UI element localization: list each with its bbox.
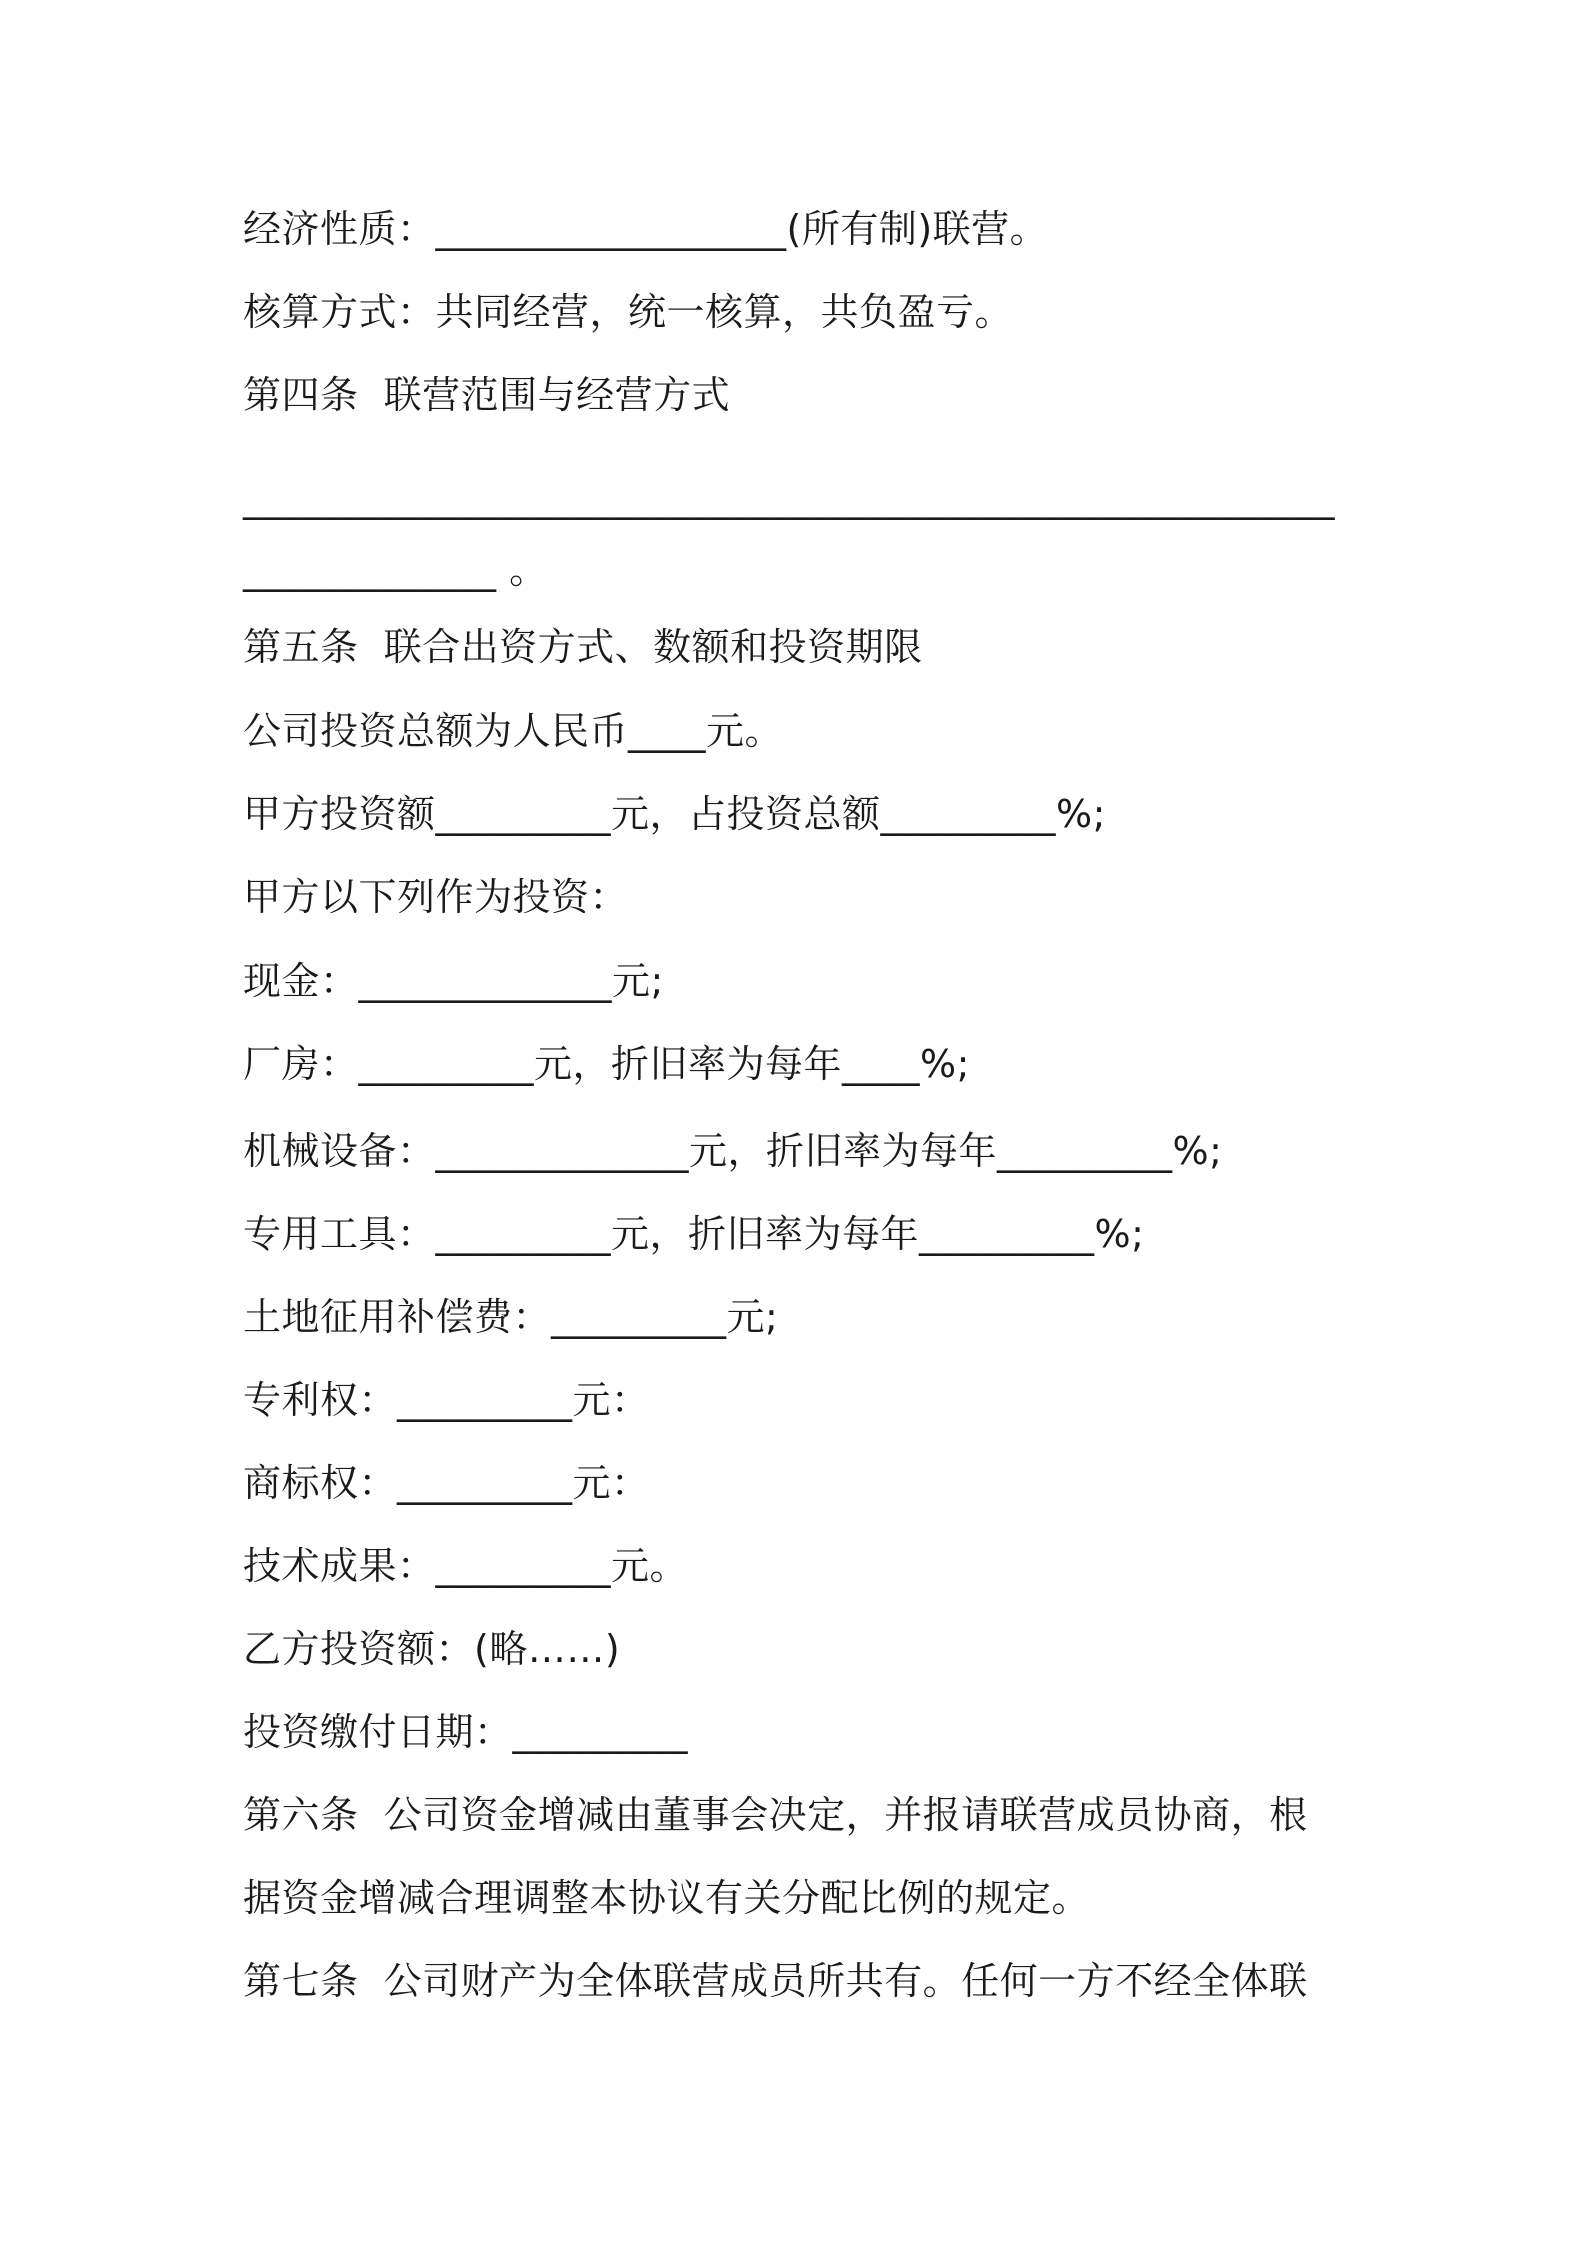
technology-line: 技术成果：_________元。: [243, 1544, 689, 1588]
factory-line: 厂房：_________元，折旧率为每年____%;: [243, 1042, 970, 1086]
party-a-investment-line: 甲方投资额_________元，占投资总额_________%;: [243, 792, 1106, 836]
article-6-line-2: 据资金增减合理调整本协议有关分配比例的规定。: [243, 1876, 1091, 1920]
special-tools-line: 专用工具：_________元，折旧率为每年_________%;: [243, 1212, 1145, 1256]
land-compensation-line: 土地征用补偿费：_________元;: [243, 1295, 779, 1339]
machinery-line: 机械设备：_____________元，折旧率为每年_________%;: [243, 1129, 1223, 1173]
article-5-heading: 第五条 联合出资方式、数额和投资期限: [243, 625, 923, 669]
cash-line: 现金：_____________元;: [243, 959, 664, 1003]
trademark-line: 商标权：_________元：: [243, 1461, 650, 1505]
article-7-line-1: 第七条 公司财产为全体联营成员所共有。任何一方不经全体联: [243, 1959, 1308, 2003]
patent-line: 专利权：_________元：: [243, 1378, 650, 1422]
accounting-method-line: 核算方式：共同经营，统一核算，共负盈亏。: [243, 290, 1014, 334]
total-investment-line: 公司投资总额为人民币____元。: [243, 709, 784, 753]
party-a-investment-items-heading: 甲方以下列作为投资：: [243, 875, 629, 919]
economic-nature-line: 经济性质：__________________(所有制)联营。: [243, 207, 1049, 251]
blank-fill-line: ________________________________________________________: [243, 476, 1335, 520]
payment-date-line: 投资缴付日期：_________: [243, 1710, 689, 1754]
article-6-line-1: 第六条 公司资金增减由董事会决定，并报请联营成员协商，根: [243, 1793, 1308, 1837]
article-4-heading: 第四条 联营范围与经营方式: [243, 373, 731, 417]
blank-fill-line-end: _____________ 。: [243, 548, 548, 592]
party-b-investment-line: 乙方投资额：(略……): [243, 1627, 621, 1671]
